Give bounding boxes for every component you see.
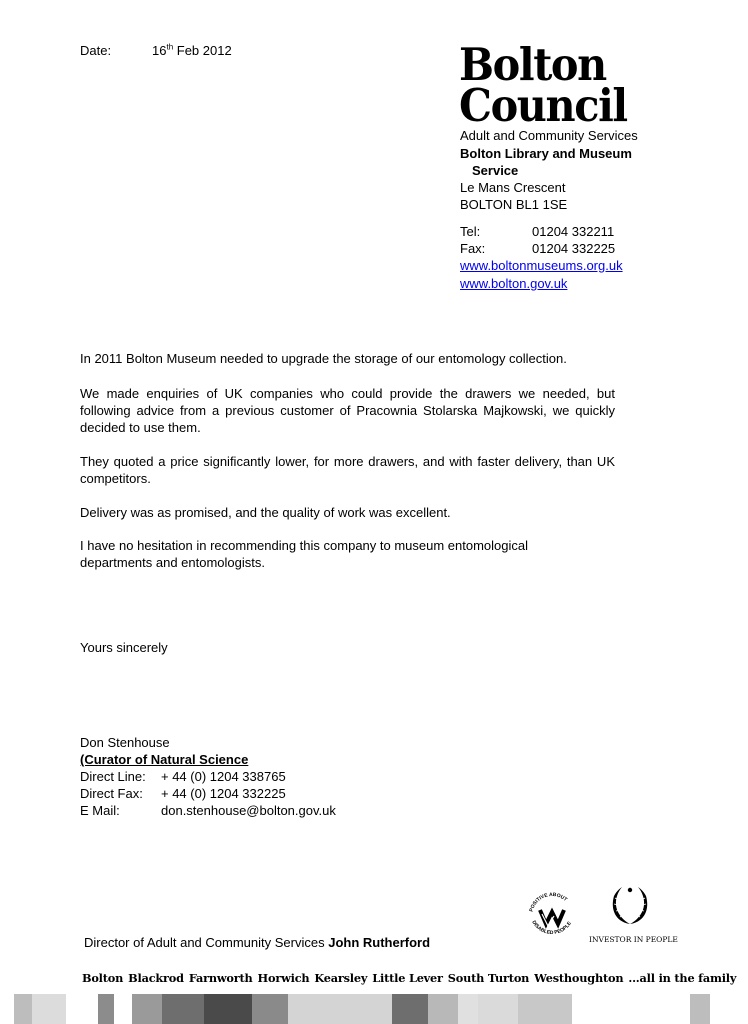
strip-segment bbox=[646, 994, 690, 1024]
strip-segment bbox=[392, 994, 428, 1024]
address-service-line2: Service bbox=[472, 163, 519, 178]
direct-line-value: + 44 (0) 1204 338765 bbox=[161, 769, 286, 784]
strip-segment bbox=[572, 994, 646, 1024]
strip-segment bbox=[32, 994, 66, 1024]
investor-in-people-wreath-icon bbox=[608, 884, 652, 928]
strip-segment bbox=[66, 994, 98, 1024]
footer-color-strip bbox=[0, 994, 748, 1024]
investor-in-people-label: INVESTOR IN PEOPLE bbox=[589, 935, 678, 944]
web-link-museums[interactable]: www.boltonmuseums.org.uk bbox=[460, 258, 623, 273]
date-label: Date: bbox=[80, 43, 112, 58]
positive-badge-line1: POSITIVE ABOUT bbox=[528, 891, 569, 913]
body-paragraph-4: Delivery was as promised, and the quality of work was excellent. bbox=[80, 505, 451, 520]
strip-segment bbox=[340, 994, 392, 1024]
positive-about-disabled-people-badge bbox=[522, 890, 582, 940]
strip-segment bbox=[518, 994, 572, 1024]
direct-fax-label: Direct Fax: bbox=[80, 786, 143, 801]
strip-segment bbox=[458, 994, 478, 1024]
direct-fax-value: + 44 (0) 1204 332225 bbox=[161, 786, 286, 801]
council-logo-line1: Bolton bbox=[459, 38, 606, 91]
director-name: John Rutherford bbox=[328, 935, 431, 950]
address-dept: Adult and Community Services bbox=[460, 128, 638, 143]
strip-segment bbox=[162, 994, 204, 1024]
strip-segment bbox=[288, 994, 314, 1024]
footer-town: Kearsley bbox=[314, 971, 368, 985]
footer-town: South Turton bbox=[447, 971, 530, 985]
date-day-suffix: th bbox=[166, 42, 174, 52]
email-value[interactable]: don.stenhouse@bolton.gov.uk bbox=[161, 803, 336, 818]
date-rest: Feb 2012 bbox=[176, 43, 232, 58]
footer-town: Farnworth bbox=[188, 971, 253, 985]
date-day: 16 bbox=[152, 43, 167, 58]
strip-segment bbox=[252, 994, 288, 1024]
address-town: BOLTON BL1 1SE bbox=[460, 197, 568, 212]
tel-label: Tel: bbox=[460, 224, 481, 239]
tel-value: 01204 332211 bbox=[532, 224, 615, 239]
body-paragraph-5-line2: departments and entomologists. bbox=[80, 555, 265, 570]
director-line bbox=[84, 934, 430, 951]
signer-title: (Curator of Natural Science bbox=[80, 752, 249, 767]
fax-value: 01204 332225 bbox=[532, 241, 616, 256]
footer-town: ...all in the family bbox=[628, 971, 737, 985]
director-label: Director of Adult and Community Services bbox=[84, 935, 325, 950]
strip-segment bbox=[710, 994, 728, 1024]
strip-segment bbox=[114, 994, 132, 1024]
strip-segment bbox=[98, 994, 114, 1024]
footer-town: Little Lever bbox=[372, 971, 443, 985]
date-value bbox=[152, 42, 232, 59]
positive-badge-line2: DISABLED PEOPLE bbox=[530, 919, 573, 937]
footer-towns bbox=[82, 971, 736, 985]
body-paragraph-2: We made enquiries of UK companies who could provide the drawers we needed, but following advice from a previous customer of Pracownia Stolarska Majkowski, we quickly decided to use them. bbox=[80, 386, 615, 435]
footer-town: Westhoughton bbox=[534, 971, 624, 985]
email-label: E Mail: bbox=[80, 803, 120, 818]
body-paragraph-3: They quoted a price significantly lower, for more drawers, and with faster delivery, than UK competitors. bbox=[80, 454, 615, 486]
body-paragraph-1: In 2011 Bolton Museum needed to upgrade the storage of our entomology collection. bbox=[80, 351, 567, 366]
strip-segment bbox=[690, 994, 710, 1024]
footer-town: Bolton bbox=[82, 971, 124, 985]
fax-label: Fax: bbox=[460, 241, 486, 256]
signer-name: Don Stenhouse bbox=[80, 735, 170, 750]
closing: Yours sincerely bbox=[80, 640, 168, 655]
web-link-council[interactable]: www.bolton.gov.uk bbox=[460, 276, 568, 291]
strip-segment bbox=[0, 994, 14, 1024]
council-logo-line2: Council bbox=[459, 79, 627, 132]
strip-segment bbox=[132, 994, 162, 1024]
strip-segment bbox=[14, 994, 32, 1024]
strip-segment bbox=[204, 994, 252, 1024]
address-service-line1: Bolton Library and Museum bbox=[460, 146, 632, 161]
strip-segment bbox=[314, 994, 340, 1024]
strip-segment bbox=[428, 994, 458, 1024]
footer-town: Blackrod bbox=[128, 971, 184, 985]
strip-segment bbox=[478, 994, 518, 1024]
direct-line-label: Direct Line: bbox=[80, 769, 146, 784]
body-paragraph-5-line1: I have no hesitation in recommending this company to museum entomological bbox=[80, 538, 529, 553]
footer-town: Horwich bbox=[257, 971, 310, 985]
address-street: Le Mans Crescent bbox=[460, 180, 566, 195]
